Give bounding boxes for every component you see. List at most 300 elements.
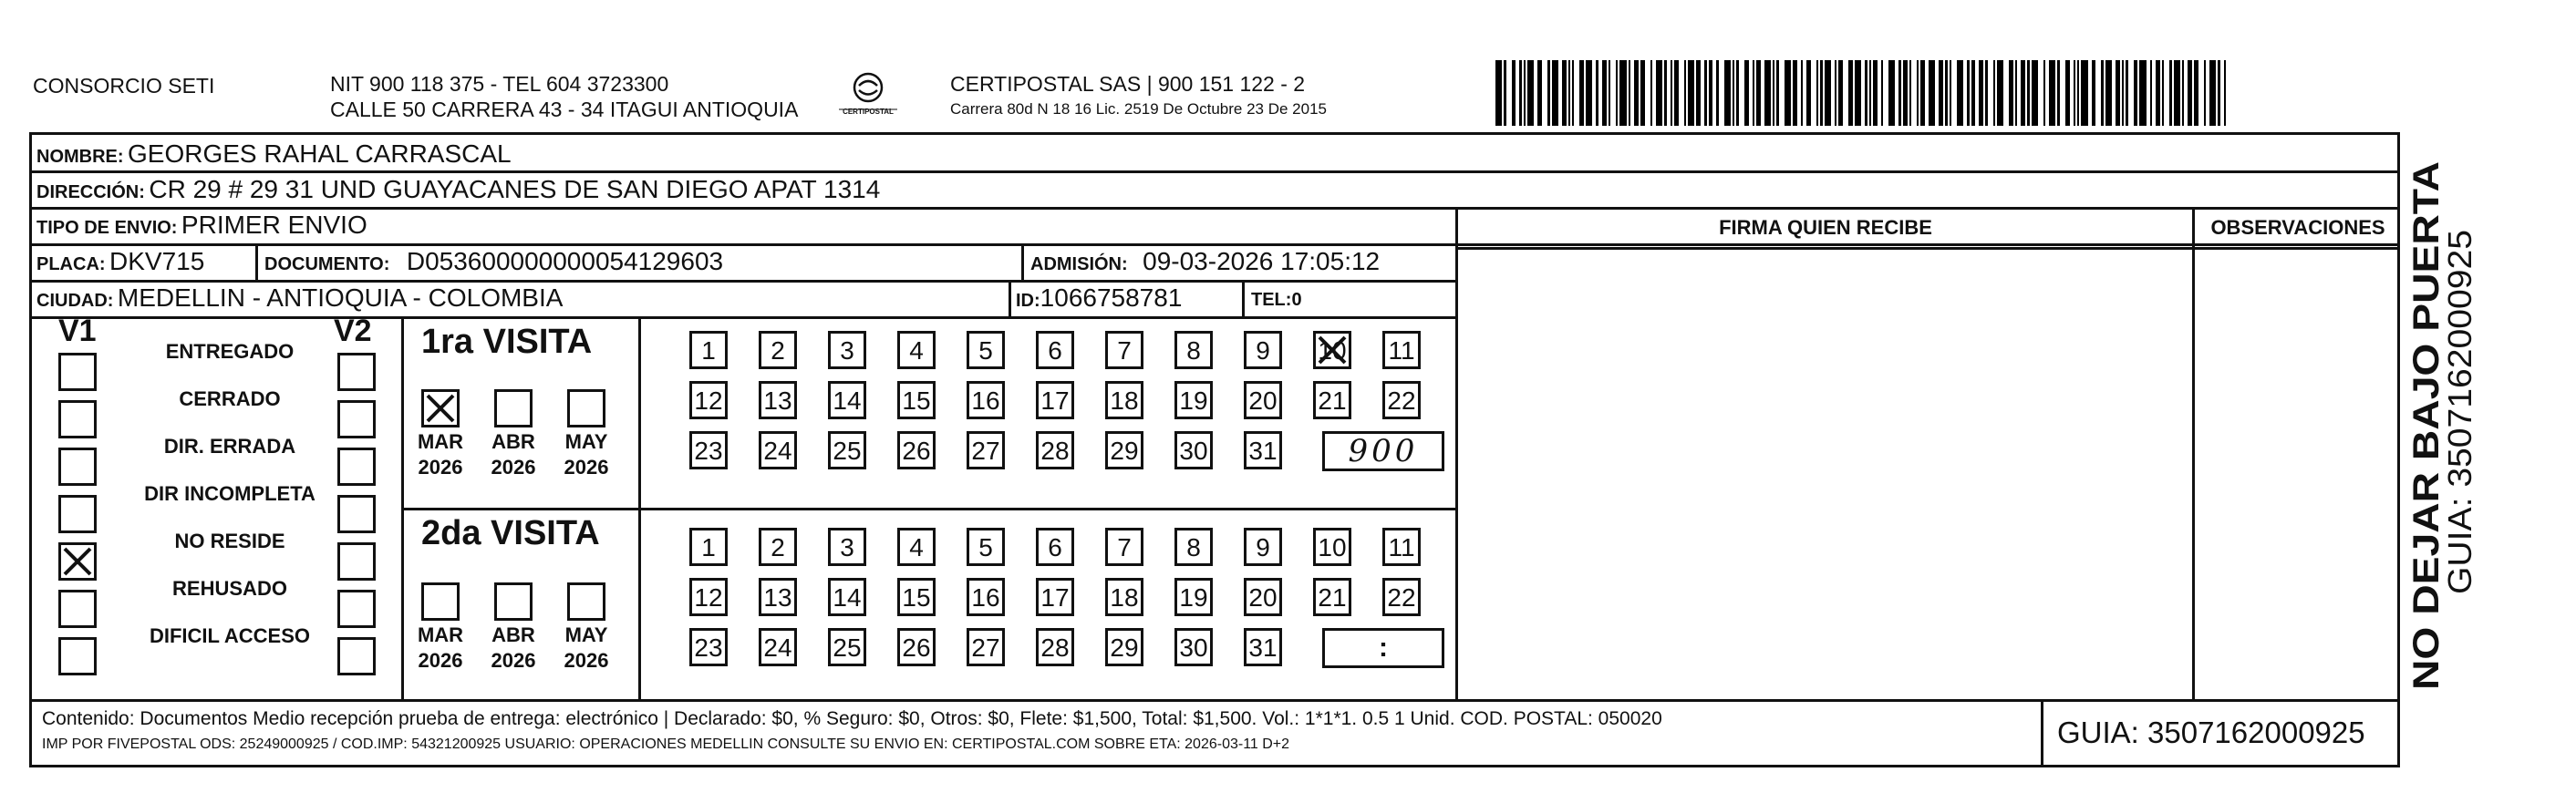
barcode-bar	[1709, 60, 1713, 126]
month-label: ABR	[491, 430, 535, 453]
barcode-bar	[1945, 60, 1947, 126]
day-number: 22	[1387, 386, 1416, 415]
reason-label: DIR. ERRADA	[163, 435, 296, 458]
logo-text: CERTIPOSTAL	[843, 108, 894, 116]
day-number: 7	[1117, 336, 1132, 365]
day-box[interactable]	[897, 431, 936, 469]
barcode-bar	[1776, 60, 1778, 126]
barcode-bar	[1903, 60, 1908, 126]
barcode-bar	[2156, 60, 2160, 126]
day-number: 3	[840, 336, 854, 365]
day-box[interactable]	[897, 628, 936, 666]
x-mark-icon	[424, 392, 457, 425]
barcode-bar	[1801, 60, 1803, 126]
day-number: 14	[833, 583, 862, 612]
day-box[interactable]	[1174, 331, 1213, 369]
placa-value: DKV715	[109, 247, 205, 275]
day-box[interactable]	[1382, 578, 1421, 616]
barcode-bar	[1524, 60, 1526, 126]
barcode-bar	[2065, 60, 2070, 126]
day-number: 11	[1388, 336, 1415, 365]
day-box[interactable]	[1382, 331, 1421, 369]
day-number: 6	[1048, 533, 1062, 561]
day-number: 3	[840, 533, 854, 561]
day-box[interactable]	[1244, 331, 1282, 369]
day-number: 16	[971, 386, 1000, 415]
v1-checkbox[interactable]	[58, 448, 97, 486]
barcode-bar	[2032, 60, 2038, 126]
day-box[interactable]	[1105, 381, 1143, 419]
barcode-bar	[1671, 60, 1672, 126]
barcode-bar	[1909, 60, 1911, 126]
day-box[interactable]	[1382, 528, 1421, 566]
barcode-bar	[1552, 60, 1558, 126]
day-box[interactable]	[689, 331, 728, 369]
day-number: 28	[1040, 633, 1070, 662]
month-label: MAY	[564, 623, 608, 646]
day-box[interactable]	[1313, 528, 1351, 566]
day-number: 13	[763, 583, 792, 612]
day-box[interactable]	[1244, 431, 1282, 469]
day-box[interactable]	[967, 628, 1005, 666]
barcode-bar	[1898, 60, 1900, 126]
barcode-bar	[1985, 60, 1987, 126]
day-number: 31	[1248, 437, 1278, 465]
day-number: 27	[971, 437, 1000, 465]
barcode-bar	[1957, 60, 1963, 126]
barcode-bar	[2049, 60, 2055, 126]
month-year: 2026	[418, 456, 463, 479]
day-box[interactable]	[828, 431, 866, 469]
day-number: 14	[833, 386, 862, 415]
barcode-bar	[1519, 60, 1521, 126]
barcode-bar	[1527, 60, 1534, 126]
footer-guia: GUIA: 3507162000925	[2057, 716, 2365, 749]
day-number: 15	[902, 583, 931, 612]
admision-value: 09-03-2026 17:05:12	[1143, 247, 1381, 275]
direccion-row	[36, 174, 880, 210]
ciudad-label: CIUDAD:	[36, 291, 114, 311]
day-box[interactable]	[828, 331, 866, 369]
day-number: 18	[1110, 583, 1139, 612]
reason-label: REHUSADO	[172, 577, 287, 600]
barcode-bar	[2194, 60, 2198, 126]
day-box[interactable]	[897, 331, 936, 369]
barcode-bar	[1572, 60, 1574, 126]
day-number: 17	[1040, 583, 1070, 612]
barcode-bar	[1869, 60, 1871, 126]
day-number: 29	[1110, 633, 1139, 662]
barcode-bar	[2218, 60, 2219, 126]
day-number: 28	[1040, 437, 1070, 465]
barcode-bar	[1848, 60, 1853, 126]
barcode-bar	[1568, 60, 1570, 126]
day-box[interactable]	[1244, 528, 1282, 566]
month-checkbox[interactable]	[567, 389, 605, 427]
barcode-bar	[1917, 60, 1919, 126]
barcode-bar	[1704, 60, 1706, 126]
nombre-label: NOMBRE:	[36, 147, 124, 167]
day-box[interactable]	[828, 628, 866, 666]
barcode-bar	[1596, 60, 1598, 126]
day-number: 13	[763, 386, 792, 415]
svg-text:NO DEJAR BAJO PUERTA: NO DEJAR BAJO PUERTA	[2406, 232, 2447, 690]
barcode-bar	[2126, 60, 2127, 126]
day-box[interactable]	[1036, 331, 1074, 369]
reason-label: NO RESIDE	[174, 530, 285, 552]
observaciones-area[interactable]	[2196, 251, 2398, 697]
month-label: ABR	[491, 623, 535, 646]
barcode-bar	[2009, 60, 2013, 126]
barcode-bar	[2169, 60, 2171, 126]
barcode-bar	[2122, 60, 2124, 126]
barcode-bar	[1537, 60, 1542, 126]
barcode-bar	[1865, 60, 1867, 126]
id-value: 1066758781	[1040, 283, 1183, 312]
address-line: CALLE 50 CARRERA 43 - 34 ITAGUI ANTIOQUIA	[330, 98, 799, 121]
observaciones-header: OBSERVACIONES	[2210, 216, 2385, 239]
visit1-title: 1ra VISITA	[421, 323, 593, 361]
tipo-envio-value: PRIMER ENVIO	[181, 211, 367, 239]
day-box[interactable]	[689, 528, 728, 566]
signature-area[interactable]	[1459, 251, 2188, 697]
day-number: 12	[694, 386, 723, 415]
visit2-title: 2da VISITA	[421, 514, 600, 552]
ciudad-row	[36, 283, 563, 318]
tel-row	[1251, 284, 1302, 317]
day-box[interactable]	[759, 431, 797, 469]
barcode-bar	[2027, 60, 2029, 126]
day-box[interactable]	[1036, 628, 1074, 666]
x-mark-icon	[61, 545, 94, 578]
day-number: 30	[1179, 437, 1208, 465]
barcode-bar	[1967, 60, 1969, 126]
time-box[interactable]: :	[1322, 628, 1444, 668]
day-box[interactable]	[759, 578, 797, 616]
day-number: 31	[1248, 633, 1278, 662]
barcode-bar	[1656, 60, 1662, 126]
month-checkbox[interactable]	[494, 389, 533, 427]
reason-label: CERRADO	[179, 387, 281, 410]
barcode-bar	[1650, 60, 1652, 126]
day-box[interactable]	[1036, 381, 1074, 419]
certipostal-line: CERTIPOSTAL SAS | 900 151 122 - 2	[950, 72, 1306, 96]
day-number: 8	[1186, 533, 1201, 561]
day-box[interactable]	[1174, 528, 1213, 566]
day-number: 1	[701, 533, 716, 561]
direccion-value: CR 29 # 29 31 UND GUAYACANES DE SAN DIEGO APAT 1314	[149, 175, 881, 203]
day-box[interactable]	[1174, 628, 1213, 666]
barcode-bar	[2092, 60, 2096, 126]
day-number: 18	[1110, 386, 1139, 415]
barcode-bar	[1825, 60, 1831, 126]
month-checkbox[interactable]	[421, 582, 460, 621]
day-box[interactable]	[1313, 331, 1351, 369]
ciudad-value: MEDELLIN - ANTIOQUIA - COLOMBIA	[117, 283, 564, 312]
month-checkbox[interactable]	[494, 582, 533, 621]
time-box[interactable]: 900	[1322, 431, 1444, 471]
day-number: 26	[902, 633, 931, 662]
barcode-bar	[2134, 60, 2138, 126]
day-number: 8	[1186, 336, 1201, 365]
barcode-bar	[1838, 60, 1843, 126]
day-box[interactable]	[1105, 528, 1143, 566]
day-box[interactable]	[759, 628, 797, 666]
day-number: 22	[1387, 583, 1416, 612]
barcode-bar	[2101, 60, 2103, 126]
v1-header: V1	[58, 314, 97, 348]
tipo-envio-row	[36, 210, 367, 245]
reason-label: DIFICIL ACCESO	[149, 624, 310, 647]
barcode-bar	[1586, 60, 1592, 126]
day-number: 23	[694, 437, 723, 465]
barcode-bar	[1920, 60, 1925, 126]
day-number: 6	[1048, 336, 1062, 365]
svg-text:GUIA: 3507162000925: GUIA: 3507162000925	[2441, 258, 2475, 594]
id-label: ID:	[1016, 291, 1040, 311]
barcode-bar	[1816, 60, 1818, 126]
month-checkbox[interactable]	[421, 389, 460, 427]
barcode-bar	[1716, 60, 1718, 126]
v1-checkbox[interactable]	[58, 637, 97, 675]
barcode-bar	[1785, 60, 1791, 126]
day-number: 26	[902, 437, 931, 465]
license-line: Carrera 80d N 18 16 Lic. 2519 De Octubre 23 De 2015	[950, 100, 1327, 118]
day-number: 7	[1117, 533, 1132, 561]
footer-line1: Contenido: Documentos Medio recepción prueba de entrega: electrónico | Declarado: $0, % Seguro: $0, Otros: $0, Flete: $1,500, Total: $1,500. Vol.: 1*1*1. 0.5 1 Unid. COD. POSTAL: 050020	[42, 708, 1662, 729]
barcode-bar	[2077, 60, 2079, 126]
barcode-bar	[1684, 60, 1686, 126]
barcode-bar	[2043, 60, 2045, 126]
barcode-bar	[1629, 60, 1630, 126]
day-number: 17	[1040, 386, 1070, 415]
barcode-bar	[2081, 60, 2087, 126]
barcode-bar	[1939, 60, 1943, 126]
day-box[interactable]	[1174, 431, 1213, 469]
day-box[interactable]	[967, 381, 1005, 419]
barcode-bar	[1873, 60, 1878, 126]
day-box[interactable]	[689, 431, 728, 469]
admision-row	[1030, 246, 1380, 282]
day-box[interactable]	[1244, 578, 1282, 616]
barcode-bar	[1764, 60, 1771, 126]
barcode-bar	[1664, 60, 1666, 126]
v1-checkbox[interactable]	[58, 542, 97, 581]
barcode-bar	[1979, 60, 1983, 126]
month-year: 2026	[564, 649, 609, 672]
day-box[interactable]	[828, 528, 866, 566]
id-row	[1016, 283, 1182, 318]
day-box[interactable]	[967, 528, 1005, 566]
barcode-bar	[1736, 60, 1738, 126]
barcode-bar	[2188, 60, 2192, 126]
day-box[interactable]	[967, 431, 1005, 469]
day-number: 30	[1179, 633, 1208, 662]
v2-checkbox[interactable]	[337, 637, 376, 675]
day-box[interactable]	[1313, 381, 1351, 419]
v1-checkbox[interactable]	[58, 400, 97, 438]
day-number: 16	[971, 583, 1000, 612]
day-box[interactable]	[897, 528, 936, 566]
day-number: 9	[1256, 336, 1270, 365]
day-box[interactable]	[1382, 381, 1421, 419]
day-number: 4	[909, 336, 924, 365]
day-number: 1	[701, 336, 716, 365]
day-box[interactable]	[689, 381, 728, 419]
day-number: 21	[1318, 583, 1347, 612]
placa-row	[36, 246, 204, 282]
barcode-bar	[1971, 60, 1976, 126]
day-box[interactable]	[1174, 578, 1213, 616]
barcode-bar	[1881, 60, 1883, 126]
barcode-bar	[1495, 60, 1502, 126]
day-box[interactable]	[897, 578, 936, 616]
barcode-bar	[2116, 60, 2120, 126]
admision-label: ADMISIÓN:	[1030, 254, 1128, 274]
tel-value: 0	[1291, 290, 1302, 310]
day-box[interactable]	[1036, 528, 1074, 566]
barcode-bar	[1562, 60, 1567, 126]
barcode-bar	[1512, 60, 1516, 126]
barcode-bar	[2015, 60, 2017, 126]
barcode	[1495, 60, 2225, 126]
barcode-bar	[2224, 60, 2226, 126]
month-year: 2026	[418, 649, 463, 672]
day-box[interactable]	[967, 578, 1005, 616]
day-box[interactable]	[1036, 578, 1074, 616]
day-number: 9	[1256, 533, 1270, 561]
day-box[interactable]	[828, 578, 866, 616]
day-box[interactable]	[1174, 381, 1213, 419]
barcode-bar	[2057, 60, 2059, 126]
day-number: 20	[1248, 583, 1278, 612]
barcode-bar	[1997, 60, 2003, 126]
reason-label: DIR INCOMPLETA	[144, 482, 316, 505]
barcode-bar	[1504, 60, 1505, 126]
day-number: 10	[1318, 533, 1347, 561]
x-mark-icon	[1316, 334, 1349, 366]
day-box[interactable]	[828, 381, 866, 419]
day-box[interactable]	[967, 331, 1005, 369]
barcode-bar	[1609, 60, 1610, 126]
nombre-row	[36, 139, 512, 174]
barcode-bar	[1634, 60, 1639, 126]
month-label: MAR	[417, 430, 464, 453]
day-number: 20	[1248, 386, 1278, 415]
barcode-bar	[1835, 60, 1836, 126]
barcode-bar	[2074, 60, 2075, 126]
day-number: 15	[902, 386, 931, 415]
barcode-bar	[1696, 60, 1701, 126]
barcode-bar	[1602, 60, 1607, 126]
reason-label: ENTREGADO	[165, 340, 295, 363]
day-box[interactable]	[1244, 381, 1282, 419]
barcode-bar	[1579, 60, 1584, 126]
day-number: 21	[1318, 386, 1347, 415]
day-box[interactable]	[689, 578, 728, 616]
barcode-bar	[2105, 60, 2112, 126]
barcode-bar	[1688, 60, 1694, 126]
day-number: 4	[909, 533, 924, 561]
barcode-bar	[1888, 60, 1895, 126]
day-box[interactable]	[759, 528, 797, 566]
barcode-bar	[1950, 60, 1951, 126]
documento-row	[264, 246, 723, 282]
day-box[interactable]	[1244, 628, 1282, 666]
day-box[interactable]	[897, 381, 936, 419]
barcode-bar	[1547, 60, 1549, 126]
barcode-bar	[1793, 60, 1797, 126]
v1-checkbox[interactable]	[58, 590, 97, 628]
v1-checkbox[interactable]	[58, 353, 97, 391]
barcode-bar	[1756, 60, 1761, 126]
day-number: 24	[763, 437, 792, 465]
day-number: 24	[763, 633, 792, 662]
day-box[interactable]	[1105, 578, 1143, 616]
day-number: 2	[771, 336, 785, 365]
barcode-bar	[2150, 60, 2152, 126]
barcode-bar	[2139, 60, 2146, 126]
month-checkbox[interactable]	[567, 582, 605, 621]
barcode-bar	[1753, 60, 1754, 126]
nombre-value: GEORGES RAHAL CARRASCAL	[128, 139, 512, 168]
day-number: 12	[694, 583, 723, 612]
day-box[interactable]	[759, 381, 797, 419]
side-warning-text	[2402, 139, 2475, 695]
barcode-bar	[1773, 60, 1774, 126]
footer-line2: IMP POR FIVEPOSTAL ODS: 25249000925 / COD.IMP: 54321200925 USUARIO: OPERACIONES MEDELLIN CONSULTE SU ENVIO EN: CERTIPOSTAL.COM SOBRE ETA: 2026-03-11 D+2	[42, 736, 1290, 752]
barcode-bar	[2174, 60, 2180, 126]
day-box[interactable]	[1105, 331, 1143, 369]
v1-checkbox[interactable]	[58, 495, 97, 533]
month-label: MAR	[417, 623, 464, 646]
day-number: 25	[833, 437, 862, 465]
day-box[interactable]	[759, 331, 797, 369]
barcode-bar	[2021, 60, 2025, 126]
day-number: 25	[833, 633, 862, 662]
day-box[interactable]	[1036, 431, 1074, 469]
barcode-bar	[1929, 60, 1935, 126]
barcode-bar	[2162, 60, 2164, 126]
documento-label: DOCUMENTO:	[264, 254, 390, 274]
day-number: 5	[978, 533, 993, 561]
barcode-bar	[1724, 60, 1731, 126]
day-box[interactable]	[1105, 431, 1143, 469]
barcode-bar	[1855, 60, 1861, 126]
day-box[interactable]	[689, 628, 728, 666]
barcode-bar	[1733, 60, 1734, 126]
day-number: 5	[978, 336, 993, 365]
barcode-bar	[1806, 60, 1811, 126]
direccion-label: DIRECCIÓN:	[36, 182, 145, 202]
barcode-bar	[1820, 60, 1822, 126]
barcode-bar	[2209, 60, 2216, 126]
month-year: 2026	[491, 456, 536, 479]
day-number: 23	[694, 633, 723, 662]
barcode-bar	[1993, 60, 1995, 126]
documento-value: D053600000000054129603	[406, 247, 724, 275]
day-box[interactable]	[1105, 628, 1143, 666]
barcode-bar	[1640, 60, 1645, 126]
nit-line: NIT 900 118 375 - TEL 604 3723300	[330, 72, 669, 96]
barcode-bar	[2182, 60, 2184, 126]
placa-label: PLACA:	[36, 254, 106, 274]
day-box[interactable]	[1313, 578, 1351, 616]
company-name: CONSORCIO SETI	[33, 74, 215, 98]
tel-label: TEL:	[1251, 290, 1292, 310]
day-number: 10	[1318, 336, 1347, 365]
certipostal-logo-icon	[832, 69, 905, 124]
